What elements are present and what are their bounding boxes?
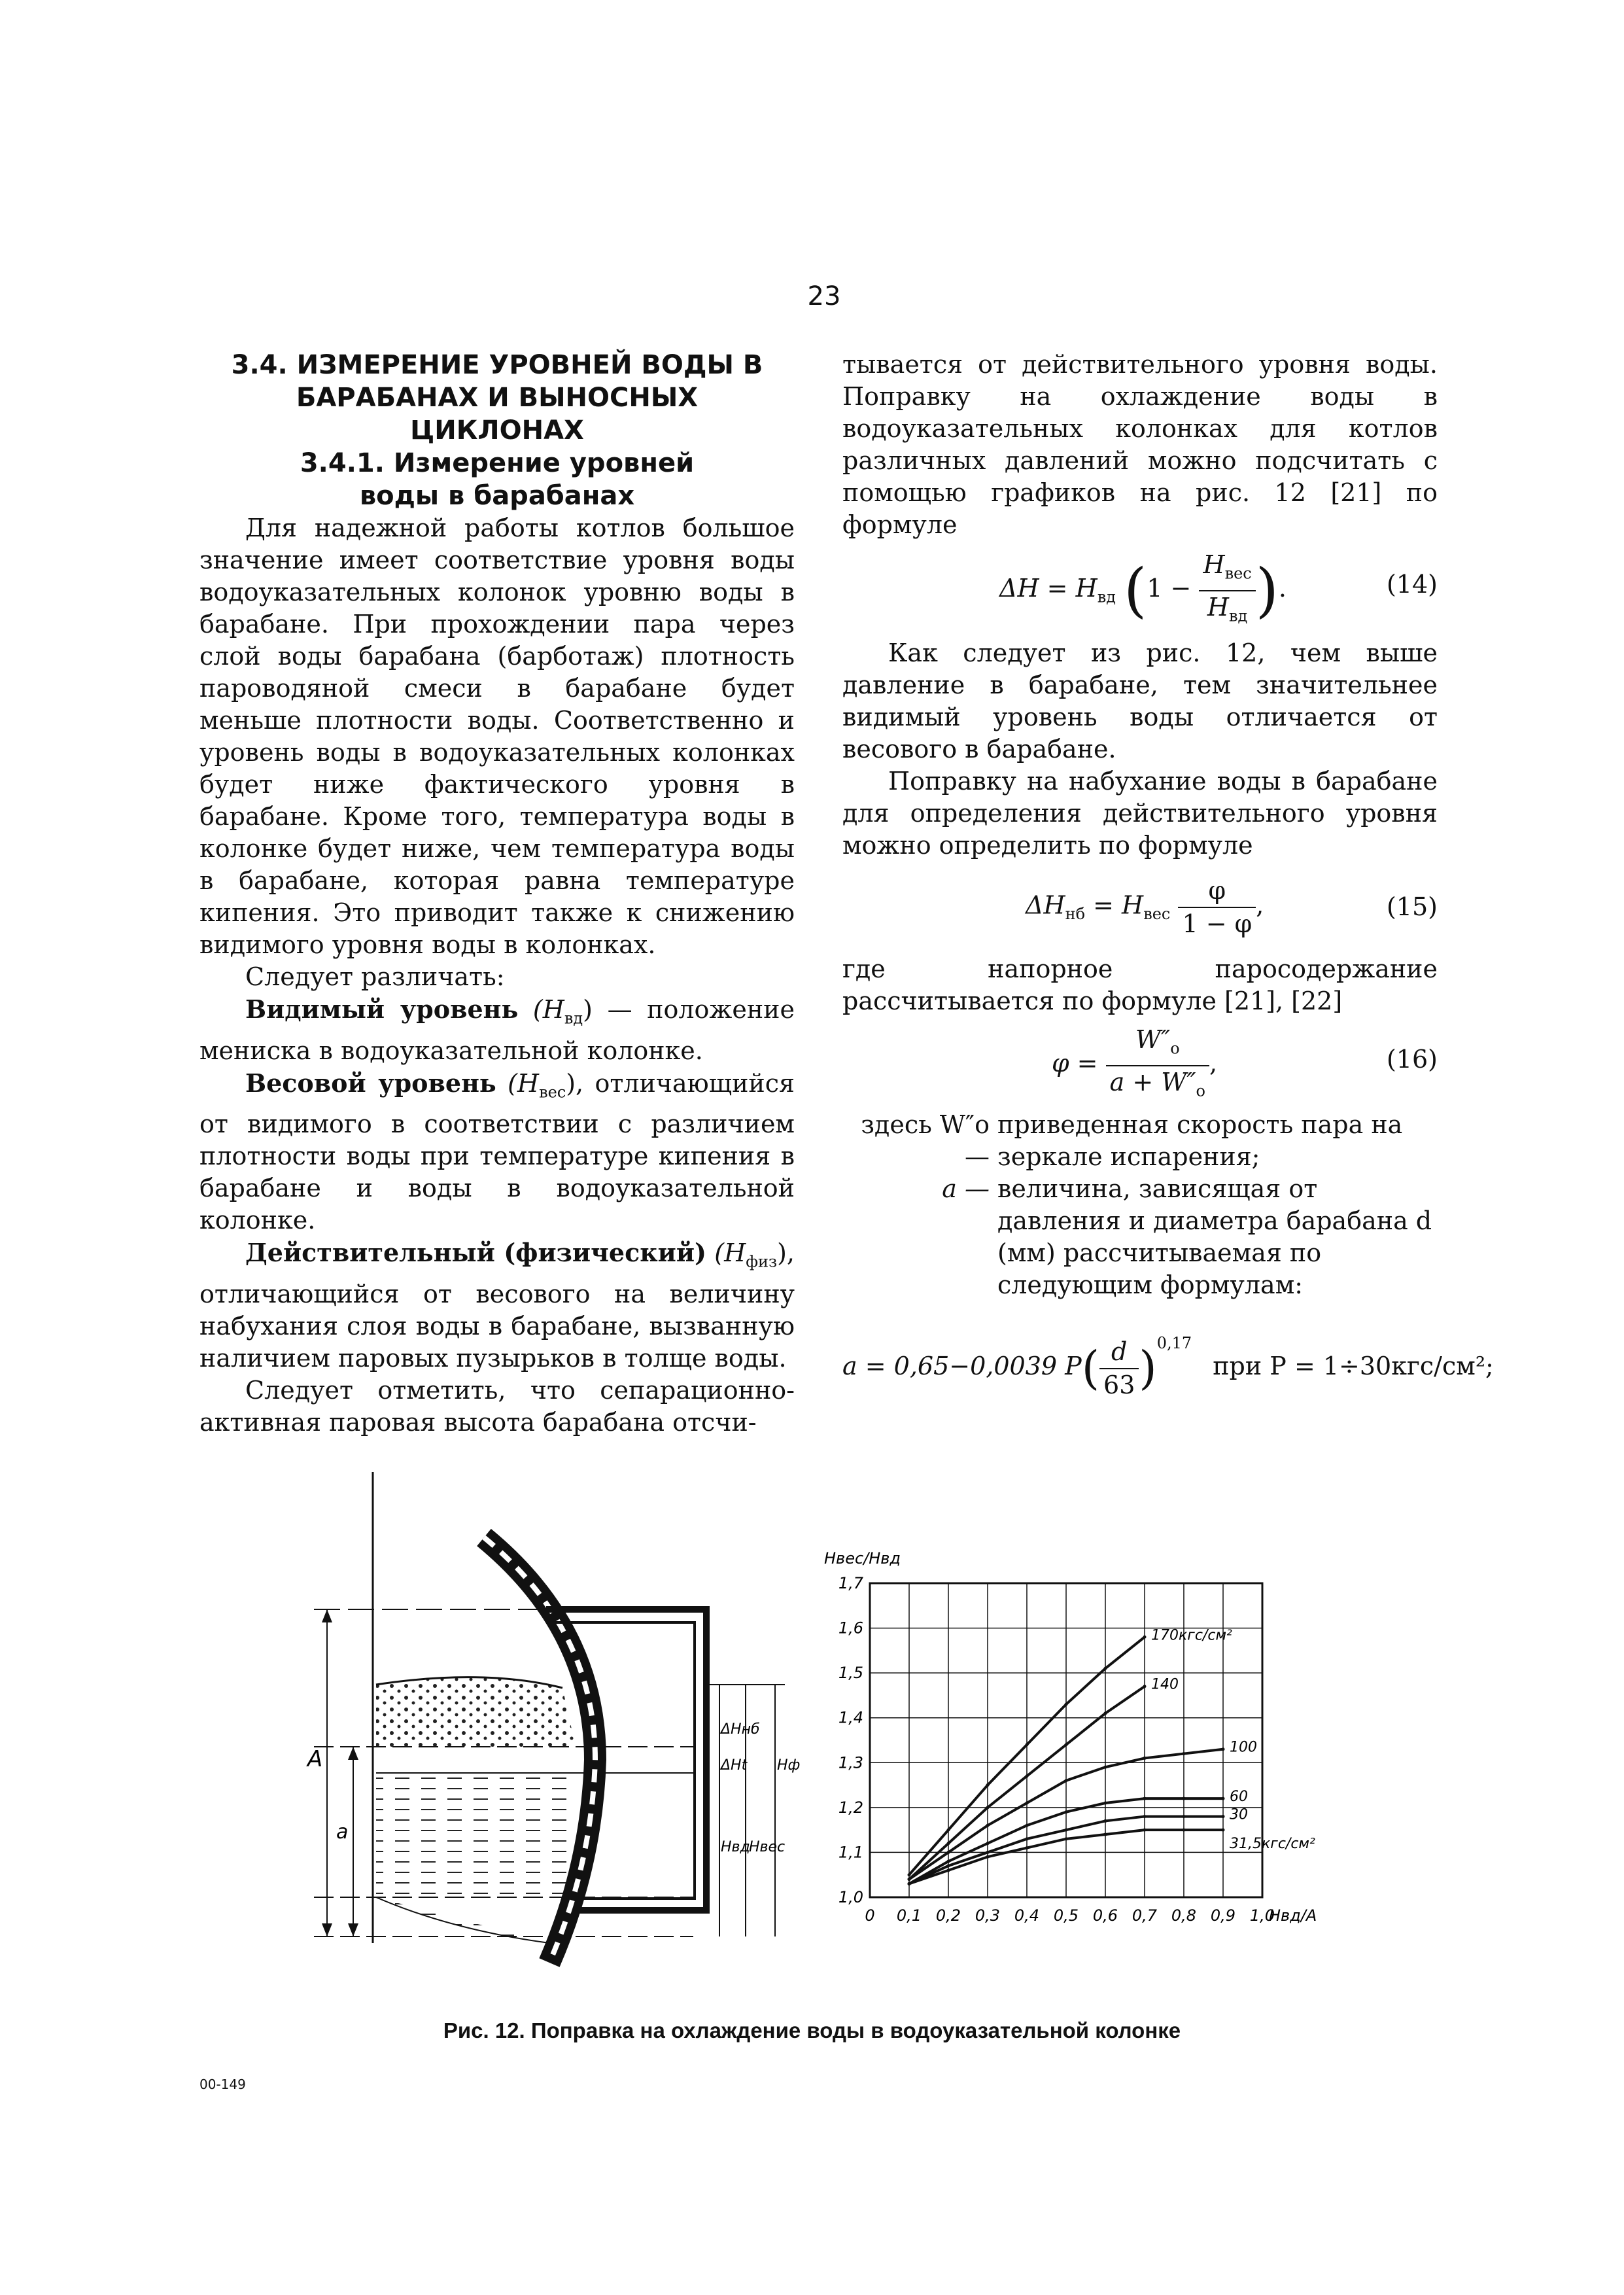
data-point [908,1882,911,1885]
dim-label-Hvd: Hвд [721,1839,750,1855]
series-label: 100 [1230,1739,1257,1756]
y-axis-label: Hвес/Hвд [824,1549,901,1568]
data-point [1222,1797,1225,1800]
data-point [1143,1815,1147,1818]
data-point [1183,1829,1186,1832]
data-point [947,1868,950,1872]
definition-visible-level: Видимый уровень $(H_{вд})$ — положение мениска в водоуказательной колонке. [199,994,795,1065]
data-point [1222,1747,1225,1751]
equation-number: (16) [1386,1045,1438,1074]
data-point [1143,1636,1147,1639]
formula-15: $\Delta H_{нб} = H_{вес}$ $\frac{\varphi}{1 - \varphi}$ , (15) [1026,876,1438,938]
data-point [1065,1837,1068,1840]
data-point [1183,1752,1186,1755]
x-tick-label: 0,1 [896,1906,922,1925]
data-point [1143,1797,1147,1800]
data-point [986,1806,990,1809]
term: Видимый уровень [245,994,519,1024]
data-point [1026,1824,1029,1827]
paragraph: Следует отметить, что сепарационно-активная паровая высота барабана отсчи- [199,1375,795,1437]
data-point [1104,1667,1107,1670]
dim-label-a: a [336,1821,349,1844]
page-number: 23 [807,281,841,311]
equation-number: (14) [1386,570,1438,599]
series-label: 140 [1151,1676,1179,1693]
data-point [947,1865,950,1868]
y-tick-label: 1,2 [838,1798,863,1817]
x-tick-label: 0,4 [1014,1906,1040,1925]
x-tick-label: 0,8 [1171,1906,1197,1925]
data-point [947,1842,950,1845]
foam-layer [376,1677,576,1747]
paragraph: Следует различать: [245,962,505,991]
data-point [947,1851,950,1854]
data-point [1065,1779,1068,1782]
data-point [986,1824,990,1827]
x-tick-label: 0,3 [975,1906,1001,1925]
data-point [986,1842,990,1845]
data-point [1026,1846,1029,1849]
data-point [986,1783,990,1787]
data-point [1222,1829,1225,1832]
paragraph: Поправку на набухание воды в барабане для определения действительного уровня можно определить по формуле [842,767,1438,860]
y-tick-label: 1,4 [838,1708,863,1727]
y-tick-label: 1,1 [838,1843,863,1862]
formula-16: φ = $\frac{W''_o}{a + W''_o}$ , (16) [1052,1025,1438,1100]
data-point [1026,1837,1029,1840]
definition-row: a — величина, зависящая от давления и диаметра барабана d (мм) рассчитываемая по следующим формулам: [942,1174,1432,1299]
data-point [1065,1810,1068,1813]
x-tick-label: 0,5 [1053,1906,1079,1925]
definition-physical-level: Действительный (физический) $(H_{физ})$, отличающийся от весового на величину набухания слоя воды в барабане, вызванную наличием паровых пузырьков в толще воды. [199,1238,795,1373]
section-heading: 3.4. ИЗМЕРЕНИЕ УРОВНЕЙ ВОДЫ В БАРАБАНАХ И ВЫНОСНЫХ ЦИКЛОНАХ [231,350,763,446]
paragraph: Как следует из рис. 12, чем выше давление в барабане, тем значительнее видимый уровень воды отличается от весового в барабане. [842,639,1438,763]
data-point [1183,1797,1186,1800]
data-point [1143,1829,1147,1832]
series-label: 60 [1230,1789,1248,1806]
data-point [908,1878,911,1881]
paragraph: где напорное паросодержание рассчитывается по формуле [21], [22] [842,955,1438,1015]
formula-14: $\Delta H = H_{вд}$ (1 − $\frac{H_{вес}}{H_{вд}}$ ). (14) [999,550,1438,625]
x-tick-label: 0 [865,1906,875,1925]
figure-caption: Рис. 12. Поправка на охлаждение воды в водоуказательной колонке [443,2018,1181,2042]
data-point [908,1873,911,1876]
data-point [1104,1833,1107,1836]
dim-label-Hves: Hвес [749,1839,786,1855]
data-point [986,1855,990,1859]
subsection-heading: 3.4.1. Измерение уровней воды в барабанах [300,448,695,511]
data-point [947,1829,950,1832]
data-point [986,1851,990,1854]
paragraph: Для надежной работы котлов большое значение имеет соответствие уровня воды водоуказательных колонок уровню воды в барабане. При прохождении пара через слой воды барабана (барботаж) плотность пароводяной смеси в барабане будет меньше плотности воды. Соответственно и уровень воды в водоуказательных колонках будет ниже фактического уровня в барабане. Кроме того, температура воды в колонке будет ниже, чем температура воды в барабане, которая равна температуре кипения. Это приводит также к снижению видимого уровня воды в колонках. [199,514,795,959]
definitions-list [829,1109,1438,1301]
series-label: 170кгс/см² [1151,1627,1232,1644]
definition-weight-level: Весовой уровень $(H_{вес})$, отличающийся от видимого в соответствии с различием плотности воды при температуре кипения в барабане и воды в водоуказательной колонке. [199,1068,795,1235]
x-tick-label: 0,9 [1210,1906,1236,1925]
term: Действительный (физический) [245,1238,706,1268]
data-point [1026,1743,1029,1746]
y-tick-label: 1,6 [838,1619,863,1638]
y-tick-label: 1,7 [838,1574,863,1592]
paragraph: тывается от действительного уровня воды. Поправку на охлаждение воды в водоуказательных колонках для котлов различных давлений можно подсчитать с помощью графиков на рис. 12 [21] по формуле [842,350,1438,539]
footer-code: 00-149 [199,2076,246,2092]
dim-label-dHnb: ΔHнб [721,1721,760,1738]
x-tick-label: 1,0 [1249,1906,1275,1925]
dim-label-dHt: ΔHt [721,1757,748,1774]
data-point [1065,1743,1068,1746]
y-tick-label: 1,0 [838,1888,863,1906]
data-point [1026,1802,1029,1805]
x-tick-label: 0,6 [1092,1906,1118,1925]
data-point [947,1860,950,1863]
data-point [1143,1757,1147,1760]
left-column [199,349,795,1439]
water-layer [376,1773,576,1897]
term: Весовой уровень [245,1068,496,1098]
data-point [1065,1829,1068,1832]
data-point [1065,1703,1068,1706]
data-point [1026,1774,1029,1778]
series-label: 30 [1230,1806,1248,1823]
right-column [842,349,1494,1399]
x-axis-label: Hвд/A [1269,1906,1317,1925]
definition-row: здесь W″o — приведенная скорость пара на зеркале испарения; [861,1110,1403,1171]
equation-number: (15) [1386,892,1438,921]
y-tick-label: 1,3 [838,1753,863,1772]
data-point [1104,1802,1107,1805]
series-label: 31,5кгс/см² [1230,1836,1315,1853]
correction-chart [818,1518,1360,1950]
y-tick-label: 1,5 [838,1664,863,1683]
formula-17: a = 0,65−0,0039 P( $\frac{d}{63}$ )$^{0,17}$ при P = 1÷30кгс/см²; [842,1334,1494,1399]
x-tick-label: 0,2 [935,1906,961,1925]
x-tick-label: 0,7 [1132,1906,1158,1925]
dim-label-A: A [307,1746,323,1772]
data-point [1104,1819,1107,1823]
data-point [1104,1711,1107,1715]
data-point [1222,1815,1225,1818]
dim-label-Hf: Hф [777,1757,801,1774]
drum-schematic [288,1459,811,1982]
data-point [1183,1815,1186,1818]
data-point [1104,1766,1107,1769]
data-point [1143,1685,1147,1688]
